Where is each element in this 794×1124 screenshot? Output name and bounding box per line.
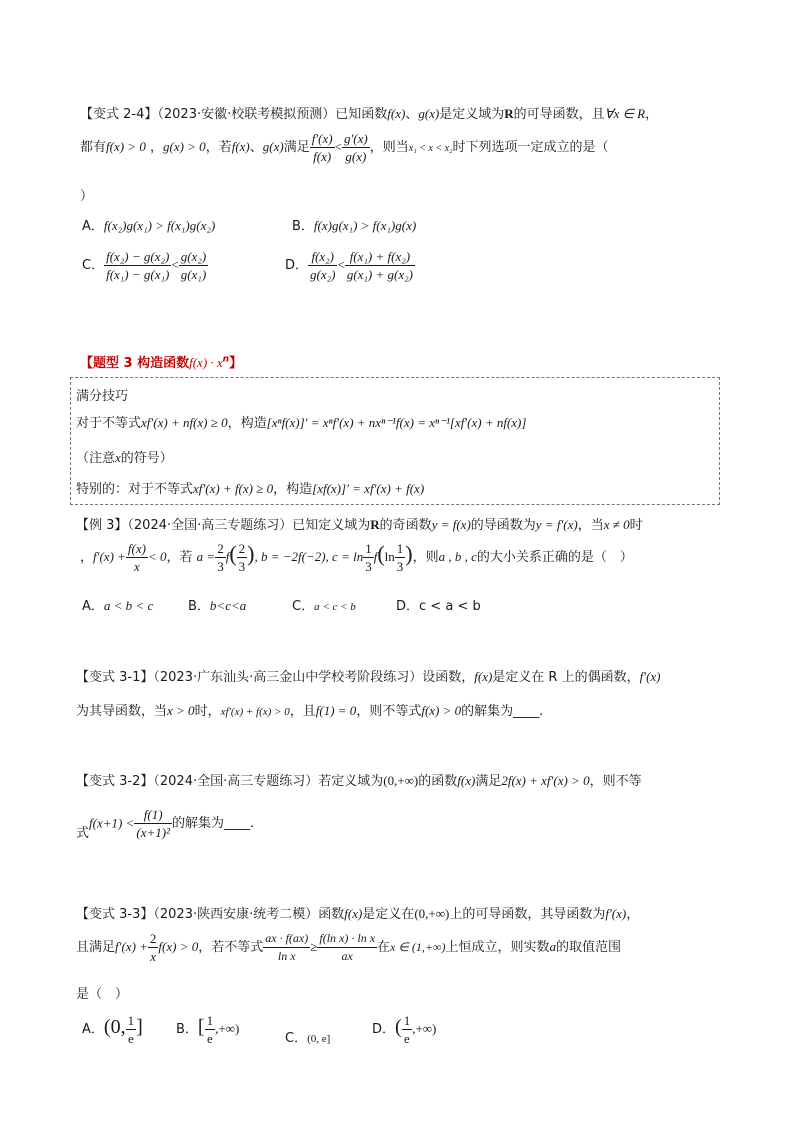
text: 的解集为____. xyxy=(461,704,544,719)
math: 2f(x) + xf′(x) > 0 xyxy=(501,773,590,788)
text: ，则 xyxy=(412,550,439,565)
option-b[interactable] xyxy=(176,1012,239,1047)
math: f(1) = 0 xyxy=(315,703,357,718)
text: 的奇函数 xyxy=(379,518,432,533)
math-lt: < xyxy=(337,257,345,272)
option-math: (0, xyxy=(103,1016,126,1038)
math: f(x) xyxy=(344,906,363,921)
math: f(x) > 0 xyxy=(421,703,462,718)
fraction: $\frac{\text{f(ln x) · ln x}}{ax}$ xyxy=(319,931,376,963)
text: ， xyxy=(626,907,640,922)
math: xf′(x) + f(x) > 0 xyxy=(220,706,290,718)
math-condition: x₁ < x < x₂ xyxy=(408,143,453,154)
option-label: C． xyxy=(82,258,105,273)
variant-3-3-line1 xyxy=(76,903,639,922)
text: 是定义域为 xyxy=(439,107,505,122)
option-label: C． xyxy=(292,599,315,614)
text: 的导函数为 xyxy=(470,518,536,533)
text: 的函数 xyxy=(418,774,458,789)
text: 满足 xyxy=(283,140,310,155)
option-d[interactable] xyxy=(372,1012,436,1047)
option-math: ,+∞) xyxy=(215,1021,240,1036)
option-c[interactable] xyxy=(292,595,356,614)
option-d[interactable] xyxy=(285,248,415,283)
text: 的符号） xyxy=(120,451,173,466)
text: 时， xyxy=(194,704,221,719)
text: 是定义在 R 上的偶函数， xyxy=(492,670,640,685)
option-math: f(x)g(x₁) > f(x₁)g(x) xyxy=(313,218,417,233)
text: 的可导函数，且 xyxy=(513,107,605,122)
text: 是定义在 xyxy=(362,907,415,922)
option-a[interactable] xyxy=(82,595,153,614)
example-3-line2: ，f′(x) + $\frac{f(x)}{x}$ < 0，若 a = $\frac{2}{3}$ f( $\frac{2}{3}$ ), b = −2f(−2), c = ln $\frac{1}{3}$ f(ln $\frac{1}{3}$ )，则a , b , c的大小关系正确的是（ ） xyxy=(80,541,633,574)
text: 的解集为____. xyxy=(171,816,255,831)
variant-3-2-line2 xyxy=(76,806,254,841)
heading-close: 】 xyxy=(229,356,243,371)
math: a xyxy=(549,939,556,954)
fraction: $\frac{ax \cdot f(ax)}{\text{ln x}}$ xyxy=(265,931,309,963)
text: 、 xyxy=(405,107,419,122)
example-tag: 【例 3】 xyxy=(76,518,128,533)
math: ln xyxy=(384,549,395,564)
option-label: A． xyxy=(82,599,104,614)
tips-math: [xf(x)]′ = xf′(x) + f(x) xyxy=(312,481,425,496)
option-label: D． xyxy=(285,258,309,273)
option-math: c < a < b xyxy=(419,599,481,614)
fraction: $\frac{1}{e}$ xyxy=(403,1013,411,1046)
text: 的大小关系正确的是（ ） xyxy=(476,550,633,565)
option-math: b<c<a xyxy=(209,598,247,613)
option-c[interactable] xyxy=(82,248,208,283)
text: 且满足 xyxy=(76,940,116,955)
text: 若定义域为 xyxy=(318,774,384,789)
tips-math: [xⁿf(x)]′ = xⁿf′(x) + nxⁿ⁻¹f(x) = xⁿ⁻¹[xf′(x) + nf(x)] xyxy=(266,415,527,430)
math: f(x) > 0 xyxy=(158,939,199,954)
text: 时 xyxy=(629,518,643,533)
math-gx: g(x) xyxy=(262,139,284,154)
math: f xyxy=(225,549,230,564)
math-lt: < xyxy=(171,257,179,272)
math: x > 0 xyxy=(167,703,195,718)
math-g-positive: g(x) > 0 xyxy=(162,139,206,154)
option-label: B． xyxy=(292,219,314,234)
option-label: A． xyxy=(82,1022,104,1037)
fraction: $\frac{1}{e}$ xyxy=(127,1013,135,1046)
math: f(x) xyxy=(474,669,493,684)
variant-tag: 【变式 3-2】 xyxy=(76,774,154,789)
heading-superscript: n xyxy=(222,354,230,365)
option-b[interactable] xyxy=(292,215,416,234)
option-label: C． xyxy=(285,1031,308,1046)
fraction-g-prime-over-g: $\frac{g'(x)}{g(x)}$ xyxy=(343,131,368,164)
text: ，若 xyxy=(166,550,193,565)
variant-3-1-line1 xyxy=(76,666,661,685)
math: (0,+∞) xyxy=(383,773,419,788)
fraction: $\frac{\text{f(x₂) − g(x₂)}}{\text{f(x₁) − g(x₁)}}$ xyxy=(106,249,170,282)
question-source: （2023·陕西安康·统考二模） xyxy=(153,907,319,922)
fraction: $\frac{\text{g(x₂)}}{\text{g(x₁)}}$ xyxy=(180,249,207,282)
text: ，若不等式 xyxy=(198,940,264,955)
option-math: [ xyxy=(197,1016,205,1038)
variant-3-1-line2 xyxy=(76,700,543,719)
math: f′(x) + xyxy=(115,939,148,954)
fraction: $\frac{\text{f(x₂)}}{\text{g(x₂)}}$ xyxy=(310,249,336,282)
fraction: $\frac{\text{f(x₁) + f(x₂)}}{\text{g(x₁) + g(x₂)}}$ xyxy=(346,249,413,282)
math: a = xyxy=(196,549,216,564)
text: 已知定义域为 xyxy=(292,518,371,533)
option-math: ] xyxy=(136,1016,143,1038)
variant-3-3-line2 xyxy=(76,930,621,965)
option-math: ( xyxy=(395,1016,402,1038)
text: ，则不等 xyxy=(589,774,642,789)
option-math: a < b < c xyxy=(103,598,154,613)
math: x ∈ (1,+∞) xyxy=(390,940,446,954)
text: 满足 xyxy=(475,774,502,789)
math-gx: g(x) xyxy=(418,106,440,121)
tips-math: x xyxy=(115,450,121,465)
text: ， xyxy=(80,550,94,565)
variant-tag: 【变式 3-3】 xyxy=(76,907,154,922)
heading-math: f(x) · x xyxy=(189,355,223,370)
tips-math: xf′(x) + f(x) ≥ 0 xyxy=(193,481,274,496)
example-3-line1 xyxy=(76,514,643,533)
math: f(x) xyxy=(457,773,476,788)
option-label: B． xyxy=(176,1022,198,1037)
text: 上的可导函数，其导函数为 xyxy=(449,907,606,922)
text: ， xyxy=(645,107,659,122)
text: 时下列选项一定成立的是（ xyxy=(452,140,609,155)
option-math: f(x₂)g(x₁) > f(x₁)g(x₂) xyxy=(103,218,216,233)
fraction: $\frac{f(1)}{\text{(x+1)²}}$ xyxy=(136,807,170,840)
math: f′(x) xyxy=(639,669,661,684)
fraction-f-prime-over-f: $\frac{f'(x)}{f(x)}$ xyxy=(311,131,333,164)
math: ≥ xyxy=(310,939,318,954)
variant-tag: 【变式 3-1】 xyxy=(76,670,154,685)
text: 特别的：对于不等式 xyxy=(76,482,194,497)
text: 函数 xyxy=(318,907,345,922)
text: （注意 xyxy=(76,451,116,466)
fraction: $\frac{f(x)}{x}$ xyxy=(127,541,146,574)
variant-3-2-line1 xyxy=(76,770,642,789)
math: , b = −2f(−2), c = ln xyxy=(254,549,364,564)
heading-text: 【题型 3 构造函数 xyxy=(80,356,190,371)
text: ，则当 xyxy=(369,140,409,155)
option-a[interactable] xyxy=(82,215,215,234)
math: x ≠ 0 xyxy=(603,517,630,532)
fraction: $\frac{2}{x}$ xyxy=(149,931,157,964)
text: 为其导函数，当 xyxy=(76,704,168,719)
math-forall: ∀x ∈ R xyxy=(604,106,646,121)
option-a[interactable] xyxy=(82,1012,143,1047)
math: f xyxy=(373,549,378,564)
option-d[interactable] xyxy=(396,595,481,614)
math: f′(x) + xyxy=(93,549,126,564)
fraction: $\frac{1}{3}$ xyxy=(365,541,372,574)
option-label: B． xyxy=(188,599,210,614)
text: 、 xyxy=(249,140,263,155)
option-math: (0, e] xyxy=(307,1033,331,1045)
math: f′(x) xyxy=(605,906,627,921)
question-source: （2023·安徽·校联考模拟预测） xyxy=(157,107,336,122)
math: y = f(x) xyxy=(431,517,471,532)
question-source: （2024·全国·高三专题练习） xyxy=(127,518,293,533)
text: ，则不等式 xyxy=(356,704,422,719)
text: 已知函数 xyxy=(335,107,388,122)
section-heading-type-3 xyxy=(80,352,242,371)
text: 是（ ） xyxy=(76,987,129,1002)
text: 对于不等式 xyxy=(76,416,142,431)
text: 式 xyxy=(76,826,90,841)
math-f-positive: f(x) > 0 xyxy=(106,139,146,154)
text: ，且 xyxy=(289,704,316,719)
variant-tag: 【变式 2-4】 xyxy=(80,107,158,122)
tips-math: xf′(x) + nf(x) ≥ 0 xyxy=(141,415,228,430)
question-source: （2024·全国·高三专题练习） xyxy=(153,774,319,789)
option-label: D． xyxy=(372,1022,396,1037)
option-math: ,+∞) xyxy=(412,1021,437,1036)
text: ，若 xyxy=(205,140,232,155)
math-R: R xyxy=(504,106,514,121)
text: 在 xyxy=(377,940,391,955)
option-b[interactable] xyxy=(188,595,246,614)
math-R: R xyxy=(370,517,380,532)
text: ，当 xyxy=(577,518,604,533)
tips-title: 满分技巧 xyxy=(76,389,129,404)
text: ， xyxy=(149,140,163,155)
math: a , b , c xyxy=(438,549,477,564)
option-math: a < c < b xyxy=(314,601,356,613)
fraction: $\frac{2}{3}$ xyxy=(217,541,224,574)
math-fx: f(x) xyxy=(231,139,250,154)
tips-line-1 xyxy=(76,412,526,431)
text: ，构造 xyxy=(227,416,267,431)
fraction: $\frac{1}{e}$ xyxy=(206,1013,214,1046)
text: 的取值范围 xyxy=(556,940,622,955)
text: 设函数， xyxy=(422,670,475,685)
close-paren: ） xyxy=(80,189,94,204)
fraction: $\frac{2}{3}$ xyxy=(238,541,246,574)
variant-2-4-line2 xyxy=(80,130,609,165)
math-fx: f(x) xyxy=(387,106,406,121)
math-lt: < xyxy=(334,139,342,154)
question-source: （2023·广东汕头·高三金山中学校考阶段练习） xyxy=(153,670,423,685)
text: 都有 xyxy=(80,140,107,155)
option-c[interactable] xyxy=(285,1027,330,1046)
tips-line-3 xyxy=(76,478,424,497)
variant-2-4-line1 xyxy=(80,103,658,122)
fraction: $\frac{1}{3}$ xyxy=(396,541,404,574)
math: f(x+1) < xyxy=(89,815,135,831)
tips-line-2 xyxy=(76,447,173,466)
text: 上恒成立，则实数 xyxy=(445,940,550,955)
math: y = f′(x) xyxy=(535,517,578,532)
option-label: D． xyxy=(396,599,420,614)
math: (0,+∞) xyxy=(414,906,450,921)
option-label: A． xyxy=(82,219,104,234)
text: ，构造 xyxy=(273,482,313,497)
math: < 0 xyxy=(147,549,167,564)
